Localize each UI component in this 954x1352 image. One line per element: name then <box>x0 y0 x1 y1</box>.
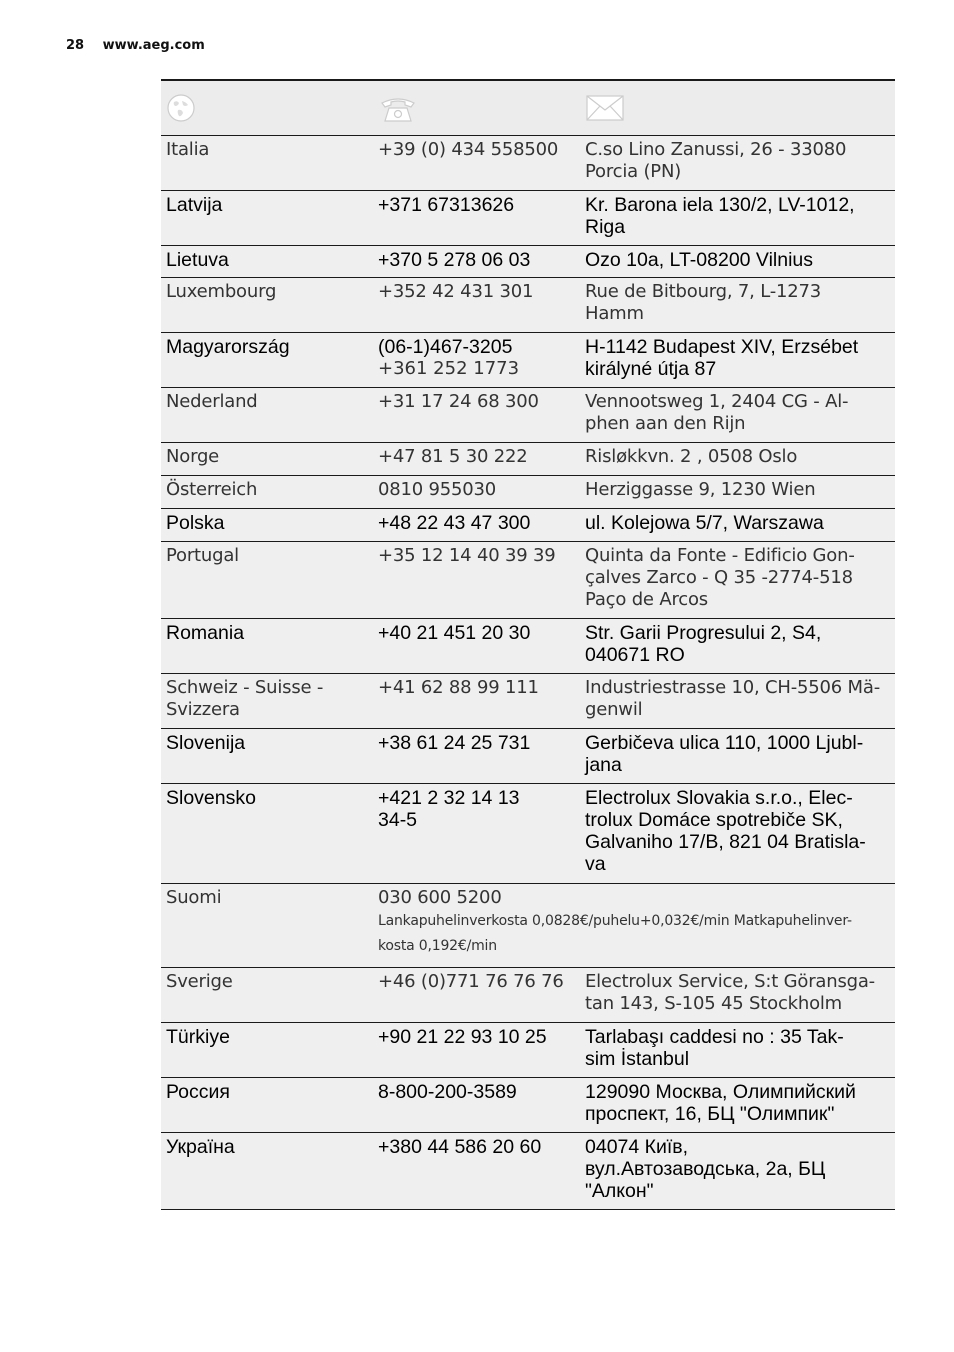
page-url: www.aeg.com <box>102 38 205 53</box>
phone-number: +46 (0)771 76 76 76 <box>378 971 564 992</box>
country-cell <box>161 246 373 278</box>
address-line: királyné útja 87 <box>585 358 717 380</box>
country-name: Luxembourg <box>166 281 277 302</box>
address-cell <box>580 191 895 246</box>
phone-number: +41 62 88 99 111 <box>378 677 539 698</box>
table-row <box>161 1133 895 1210</box>
address-line: Porcia (PN) <box>585 161 682 182</box>
country-name: Italia <box>166 139 210 160</box>
phone-cell <box>373 674 580 729</box>
phone-cell <box>373 1023 580 1078</box>
address-line: проспект, 16, БЦ "Олимпик" <box>585 1103 835 1125</box>
address-column-header <box>580 80 895 136</box>
country-name: Slovenija <box>166 732 246 754</box>
table-row <box>161 784 895 884</box>
address-cell <box>580 968 895 1023</box>
address-line: Rue de Bitbourg, 7, L-1273 <box>585 281 822 302</box>
country-name: Nederland <box>166 391 258 412</box>
table-row <box>161 333 895 388</box>
table-row <box>161 443 895 476</box>
table-row <box>161 509 895 542</box>
address-cell <box>580 278 895 333</box>
phone-cell <box>373 191 580 246</box>
phone-cell <box>373 784 580 884</box>
phone-cell <box>373 968 580 1023</box>
country-name: Magyarország <box>166 336 290 358</box>
address-cell <box>580 509 895 542</box>
address-line: Vennootsweg 1, 2404 CG - Al- <box>585 391 849 412</box>
address-cell <box>580 1023 895 1078</box>
phone-number: +48 22 43 47 300 <box>378 512 531 534</box>
country-cell <box>161 968 373 1023</box>
country-cell <box>161 1078 373 1133</box>
country-name-line: Svizzera <box>166 699 240 720</box>
phone-number: 030 600 5200 <box>378 887 502 908</box>
country-name: Norge <box>166 446 220 467</box>
country-cell <box>161 542 373 619</box>
phone-cell <box>373 729 580 784</box>
phone-number: +380 44 586 20 60 <box>378 1136 542 1158</box>
address-line: Paço de Arcos <box>585 589 708 610</box>
address-line: tan 143, S-105 45 Stockholm <box>585 993 843 1014</box>
table-row <box>161 1078 895 1133</box>
table-row <box>161 388 895 443</box>
address-cell <box>580 1133 895 1210</box>
country-cell <box>161 1133 373 1210</box>
phone-cell <box>373 333 580 388</box>
phone-cell <box>373 246 580 278</box>
phone-number: +39 (0) 434 558500 <box>378 139 559 160</box>
country-name: Sverige <box>166 971 233 992</box>
tariff-note-line: Lankapuhelinverkosta 0,0828€/puhelu+0,032€/min Matkapuhelinver- <box>378 913 852 929</box>
country-cell <box>161 674 373 729</box>
country-name: Romania <box>166 622 245 644</box>
phone-number: +47 81 5 30 222 <box>378 446 528 467</box>
address-line: H-1142 Budapest XIV, Erzsébet <box>585 336 859 358</box>
address-line: Tarlabaşı caddesi no : 35 Tak- <box>585 1026 844 1048</box>
country-name: Latvija <box>166 194 223 216</box>
address-line: genwil <box>585 699 643 720</box>
table-row <box>161 278 895 333</box>
phone-cell <box>373 476 580 509</box>
address-line: 040671 RO <box>585 644 685 666</box>
address-line: va <box>585 853 606 875</box>
address-cell <box>580 784 895 884</box>
phone-number: +370 5 278 06 03 <box>378 249 531 271</box>
country-name: Österreich <box>166 479 258 500</box>
country-cell <box>161 784 373 884</box>
address-line: C.so Lino Zanussi, 26 - 33080 <box>585 139 847 160</box>
address-line: 04074 Київ, <box>585 1136 689 1158</box>
country-cell <box>161 729 373 784</box>
country-cell <box>161 191 373 246</box>
phone-cell <box>373 884 895 968</box>
table-row <box>161 246 895 278</box>
country-name: Portugal <box>166 545 239 566</box>
address-line: Kr. Barona iela 130/2, LV-1012, <box>585 194 855 216</box>
country-cell <box>161 388 373 443</box>
phone-icon <box>378 93 575 123</box>
address-line: Risløkkvn. 2 , 0508 Oslo <box>585 446 798 467</box>
address-line: sim İstanbul <box>585 1048 690 1070</box>
address-cell <box>580 476 895 509</box>
address-cell <box>580 1078 895 1133</box>
address-line: Hamm <box>585 303 644 324</box>
address-cell <box>580 246 895 278</box>
address-line: Gerbičeva ulica 110, 1000 Ljubl- <box>585 732 864 754</box>
phone-number: (06-1)467-3205 <box>378 336 513 358</box>
phone-number-line: 34-5 <box>378 809 418 831</box>
country-name: Türkiye <box>166 1026 230 1048</box>
address-cell <box>580 674 895 729</box>
address-line: Str. Garii Progresului 2, S4, <box>585 622 822 644</box>
country-column-header <box>161 80 373 136</box>
address-line: Electrolux Service, S:t Göransga- <box>585 971 875 992</box>
address-line: ul. Kolejowa 5/7, Warszawa <box>585 512 824 534</box>
page-header <box>66 38 205 53</box>
phone-cell <box>373 509 580 542</box>
table-row <box>161 476 895 509</box>
address-line: jana <box>585 754 622 776</box>
country-name-line: Schweiz - Suisse - <box>166 677 324 698</box>
table-row <box>161 619 895 674</box>
phone-cell <box>373 542 580 619</box>
address-line: Industriestrasse 10, CH-5506 Mä- <box>585 677 881 698</box>
address-cell <box>580 542 895 619</box>
address-line: Quinta da Fonte - Edificio Gon- <box>585 545 855 566</box>
phone-cell <box>373 619 580 674</box>
table-row <box>161 884 895 968</box>
phone-number-line: +421 2 32 14 13 <box>378 787 520 809</box>
address-cell <box>580 388 895 443</box>
phone-number: +352 42 431 301 <box>378 281 534 302</box>
globe-icon <box>166 93 368 123</box>
address-line: Riga <box>585 216 626 238</box>
phone-number: 0810 955030 <box>378 479 497 500</box>
country-cell <box>161 509 373 542</box>
address-line: trolux Domáce spotrebiče SK, <box>585 809 843 831</box>
country-cell <box>161 136 373 191</box>
table-row <box>161 729 895 784</box>
country-cell <box>161 333 373 388</box>
country-name: Lietuva <box>166 249 229 271</box>
phone-number: +38 61 24 25 731 <box>378 732 531 754</box>
table-row <box>161 1023 895 1078</box>
phone-column-header <box>373 80 580 136</box>
country-cell <box>161 476 373 509</box>
phone-cell <box>373 1133 580 1210</box>
phone-cell <box>373 278 580 333</box>
address-line: çalves Zarco - Q 35 -2774-518 <box>585 567 853 588</box>
phone-cell <box>373 136 580 191</box>
address-cell <box>580 729 895 784</box>
page-number: 28 <box>66 38 85 53</box>
country-cell <box>161 619 373 674</box>
address-line: Electrolux Slovakia s.r.o., Elec- <box>585 787 853 809</box>
phone-number: +35 12 14 40 39 39 <box>378 545 556 566</box>
address-line: Galvaniho 17/B, 821 04 Bratisla- <box>585 831 866 853</box>
country-cell <box>161 443 373 476</box>
address-line: phen aan den Rijn <box>585 413 746 434</box>
address-cell <box>580 136 895 191</box>
phone-number-alt: +361 252 1773 <box>378 358 520 379</box>
phone-cell <box>373 1078 580 1133</box>
country-cell <box>161 884 373 968</box>
address-line: вул.Автозаводська, 2а, БЦ <box>585 1158 826 1180</box>
phone-cell <box>373 388 580 443</box>
country-cell <box>161 1023 373 1078</box>
table-row <box>161 136 895 191</box>
phone-number: +31 17 24 68 300 <box>378 391 539 412</box>
address-line: Herziggasse 9, 1230 Wien <box>585 479 816 500</box>
country-name: Україна <box>166 1136 235 1158</box>
country-name: Slovensko <box>166 787 256 809</box>
table-row <box>161 674 895 729</box>
envelope-icon <box>585 93 890 123</box>
address-line: Ozo 10a, LT-08200 Vilnius <box>585 249 814 271</box>
phone-number: +90 21 22 93 10 25 <box>378 1026 547 1048</box>
phone-cell <box>373 443 580 476</box>
country-name: Россия <box>166 1081 230 1103</box>
table-header-row <box>161 80 895 136</box>
address-line: 129090 Москва, Олимпийский <box>585 1081 856 1103</box>
table-row <box>161 542 895 619</box>
tariff-note-line: kosta 0,192€/min <box>378 938 497 954</box>
table-row <box>161 968 895 1023</box>
address-cell <box>580 619 895 674</box>
phone-number: +40 21 451 20 30 <box>378 622 531 644</box>
service-contacts-table <box>161 79 895 1210</box>
tariff-note <box>378 909 890 959</box>
table-row <box>161 191 895 246</box>
country-name: Suomi <box>166 887 222 908</box>
phone-number: 8-800-200-3589 <box>378 1081 517 1103</box>
address-line: "Алкон" <box>585 1180 654 1202</box>
address-cell <box>580 333 895 388</box>
address-cell <box>580 443 895 476</box>
country-name: Polska <box>166 512 225 534</box>
country-cell <box>161 278 373 333</box>
phone-number: +371 67313626 <box>378 194 515 216</box>
